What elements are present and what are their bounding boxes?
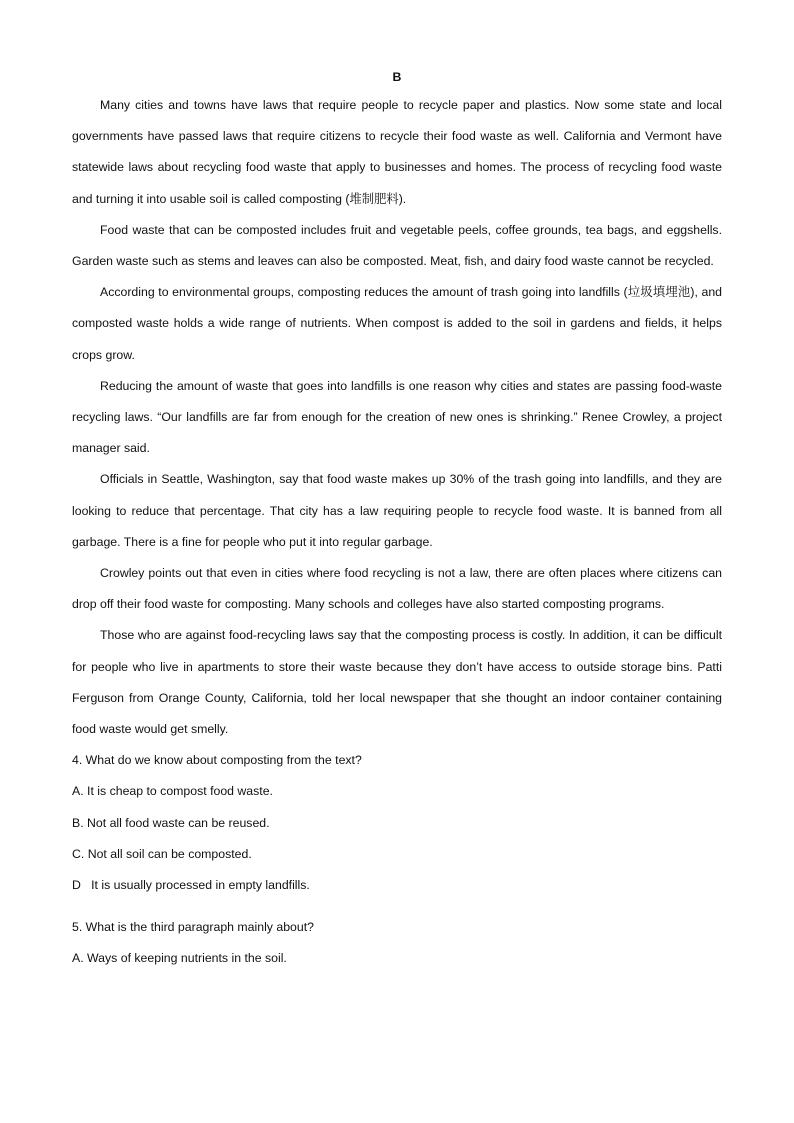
section-label: B — [392, 70, 402, 84]
spacer — [72, 901, 722, 912]
document-page — [72, 64, 722, 975]
question-stem: 4. What do we know about composting from the text? — [72, 753, 362, 768]
paragraph-6: Crowley points out that even in cities where food recycling is not a law, there are often places where citizens can drop off their food waste for composting. Many schools and colleges have also started composting programs. — [72, 566, 722, 612]
paragraph-4: Reducing the amount of waste that goes into landfills is one reason why cities and states are passing food-waste recycling laws. “Our landfills are far from enough for the creation of new ones is shrinking.” Renee Crowley, a project manager said. — [72, 378, 722, 456]
option-a: A. It is cheap to compost food waste. — [72, 784, 273, 799]
paragraph-2: Food waste that can be composted includes fruit and vegetable peels, coffee grounds, tea bags, and eggshells. Garden waste such as stems and leaves can also be composted. Meat, fish, and dairy food waste cannot be recycled. — [72, 222, 722, 269]
option-d: D It is usually processed in empty landfills. — [72, 878, 310, 893]
option-b: B. Not all food waste can be reused. — [72, 815, 270, 830]
question-4 — [72, 745, 722, 901]
option-a: A. Ways of keeping nutrients in the soil. — [72, 951, 287, 966]
paragraph-1: Many cities and towns have laws that require people to recycle paper and plastics. Now some state and local governments have passed laws that require citizens to recycle their food waste as well. California and Vermont have statewide laws about recycling food waste that apply to businesses and homes. The process of recycling food waste and turning it into usable soil is called composting (堆制肥料). — [72, 98, 722, 206]
paragraph-7: Those who are against food-recycling laws say that the composting process is costly. In addition, it can be difficult for people who live in apartments to store their waste because they don’t have access to outside storage bins. Patti Ferguson from Orange County, California, told her local newspaper that she thought an indoor container containing food waste would get smelly. — [72, 628, 722, 737]
question-5 — [72, 912, 722, 974]
option-c: C. Not all soil can be composted. — [72, 846, 252, 861]
question-stem: 5. What is the third paragraph mainly about? — [72, 920, 314, 935]
paragraph-3: According to environmental groups, composting reduces the amount of trash going into landfills (垃圾填埋池), and composted waste holds a wide range of nutrients. When compost is added to the soil in gardens and fields, it helps crops grow. — [72, 285, 722, 362]
paragraph-5: Officials in Seattle, Washington, say that food waste makes up 30% of the trash going into landfills, and they are looking to reduce that percentage. That city has a law requiring people to recycle food waste. It is banned from all garbage. There is a fine for people who put it into regular garbage. — [72, 472, 722, 549]
